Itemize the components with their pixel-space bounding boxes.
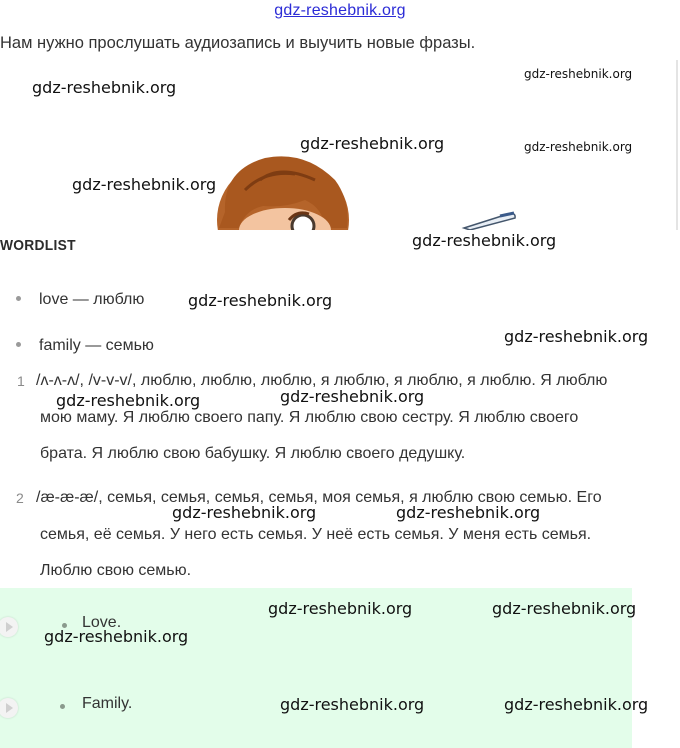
- exercise-line: семья, её семья. У него есть семья. У неё есть семья. У меня есть семья.: [40, 525, 592, 543]
- wordlist-item: [16, 337, 154, 355]
- exercise-line: /æ-æ-æ/, семья, семья, семья, семья, моя семья, я люблю свою семью. Его: [36, 489, 602, 506]
- exercise-number: 2: [16, 490, 24, 506]
- wordlist-item-label: love — люблю: [39, 291, 145, 308]
- divider-line: [676, 60, 678, 230]
- audio-item-label: Family.: [82, 695, 133, 712]
- watermark: gdz-reshebnik.org: [280, 387, 425, 406]
- bullet-icon: [16, 296, 21, 301]
- watermark: gdz-reshebnik.org: [504, 695, 649, 714]
- watermark: gdz-reshebnik.org: [524, 67, 633, 81]
- audio-item-label: Love.: [82, 614, 122, 631]
- child-illustration: [205, 150, 355, 230]
- exercise-text: [36, 480, 680, 590]
- exercise-text: [36, 363, 680, 473]
- watermark: gdz-reshebnik.org: [524, 140, 633, 154]
- watermark: gdz-reshebnik.org: [492, 599, 637, 618]
- watermark: gdz-reshebnik.org: [504, 327, 649, 346]
- pen-illustration: [460, 210, 520, 230]
- watermark: gdz-reshebnik.org: [172, 503, 317, 522]
- watermark: gdz-reshebnik.org: [32, 78, 177, 97]
- watermark: gdz-reshebnik.org: [396, 503, 541, 522]
- intro-text: Нам нужно прослушать аудиозапись и выучить новые фразы.: [0, 34, 476, 52]
- exercise-line: /ʌ-ʌ-ʌ/, /v-v-v/, люблю, люблю, люблю, я люблю, я люблю, я люблю. Я люблю: [36, 372, 608, 389]
- site-link[interactable]: gdz-reshebnik.org: [274, 2, 406, 19]
- exercise-number: 1: [17, 373, 25, 389]
- watermark: gdz-reshebnik.org: [72, 175, 217, 194]
- wordlist-item: [16, 291, 144, 309]
- watermark: gdz-reshebnik.org: [268, 599, 413, 618]
- watermark: gdz-reshebnik.org: [300, 134, 445, 153]
- wordlist-item-label: family — семью: [39, 337, 154, 354]
- watermark: gdz-reshebnik.org: [280, 695, 425, 714]
- exercise-line: Люблю свою семью.: [40, 562, 192, 579]
- exercise-line: брата. Я люблю свою бабушку. Я люблю своего дедушку.: [40, 445, 466, 462]
- watermark: gdz-reshebnik.org: [56, 391, 201, 410]
- bullet-icon: [16, 342, 21, 347]
- exercise-line: мою маму. Я люблю своего папу. Я люблю свою сестру. Я люблю своего: [40, 408, 579, 426]
- bullet-icon: [60, 704, 65, 709]
- watermark: gdz-reshebnik.org: [188, 291, 333, 310]
- wordlist-title: WORDLIST: [0, 237, 76, 254]
- watermark: gdz-reshebnik.org: [412, 231, 557, 250]
- watermark: gdz-reshebnik.org: [44, 627, 189, 646]
